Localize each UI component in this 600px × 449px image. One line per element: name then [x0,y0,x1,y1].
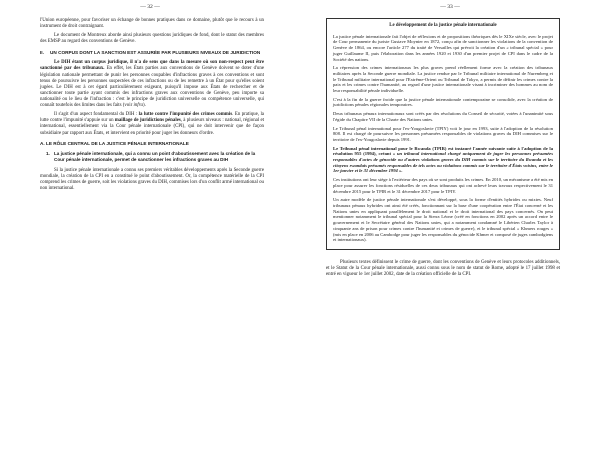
italic-text: un tribunal international chargé uniquement de juger les personnes présumées responsables d'actes de génocide ou d'autres violations graves du DIH commis sur le territoire du Rwanda et les citoyens rwandais présumés responsables de tels actes ou violations commis sur le territoire d'États voisins, entre le 1er janvier et le 31 décembre 1994 [333,151,553,174]
box-paragraph: Ces institutions ont leur siège à l'extérieur des pays où se sont produits les crimes. En 2010, un mécanisme a été mis en place pour assurer les fonctions résiduelles de ces deux tribunaux qui ont achevé leurs travaux respectivement le 31 décembre 2015 pour le TPIR et le 31 décembre 2017 pour le TPIY. [333,177,553,194]
info-box [326,18,560,250]
section-number: II. [40,49,44,55]
box-title: Le développement de la justice pénale internationale [389,23,497,28]
item-title: La justice pénale internationale, qui a connu un point d'aboutissement avec la création de la Cour pénale internationale, permet de sanctionner les infractions graves au DIH [54,151,256,163]
italic-text: infra [133,103,143,109]
box-paragraph: La répression des crimes internationaux les plus graves prend réellement forme avec la création des tribunaux militaires après la Seconde guerre mondiale. La justice rendue par le Tribunal militaire international de Nuremberg et le Tribunal militaire international pour l'Extrême-Orient ou Tribunal de Tokyo, a permis de définir les crimes contre la paix et les crimes contre l'humanité, au regard d'une justice internationale visant à incriminer des hommes au nom de leur responsabilité pénale individuelle. [333,65,553,94]
box-paragraph: Deux tribunaux pénaux internationaux sont créés par des résolutions du Conseil de sécurité, votées à l'unanimité sous l'égide du Chapitre VII de la Charte des Nations unies. [333,111,553,122]
box-paragraph: Un autre modèle de justice pénale internationale s'est développé, sous la forme d'entités hybrides ou mixtes. Neuf tribunaux pénaux hybrides ont ainsi été créés, fonctionnant sur la base d'une coopération entre l'État concerné et les Nations unies en appliquant parallèlement le droit national et le droit international des pays concernés. On peut mentionner notamment le tribunal spécial pour la Sierra Léone (créé en fonctions en 2002 après un accord entre le gouvernement et le Secrétaire général des Nations unies, qui a notamment condamné le Libérien Charles Taylor à cinquante ans de prison pour crimes contre l'humanité et crimes de guerre), et le tribunal spécial « Khmers rouges » (mis en place en 2006 au Cambodge pour juger les responsables du génocide Khmer et composé de juges cambodgiens et internationaux). [333,197,553,243]
page-number: — 32 — [140,4,160,10]
bold-text: maillage de juridictions pénales [114,118,181,124]
item-heading [46,151,264,163]
box-paragraph: Le Tribunal pénal international pour le Rwanda (TPIR) est instauré l'année suivante suite à l'adoption de la résolution 955 (1994), créant « un tribunal international chargé uniquement de juger les personnes présumées responsables d'actes de génocide ou d'autres violations graves du DIH commis sur le territoire du Rwanda et les citoyens rwandais présumés responsables de tels actes ou violations commis sur le territoire d'États voisins, entre le 1er janvier et le 31 décembre 1994 ». [333,145,553,174]
left-column [40,18,264,195]
paragraph: Le document de Montreux aborde ainsi plusieurs questions juridiques de fond, dont le statut des membres des EMSP au regard des conventions de Genève. [40,33,264,45]
box-paragraph: Le Tribunal pénal international pour l'ex-Yougoslavie (TPIY) voit le jour en 1993, suite à l'adoption de la résolution 808. Il est chargé de poursuivre les personnes présumées responsables de violations graves du DIH commises sur le territoire de l'ex-Yougoslavie depuis 1991. [333,125,553,142]
section-heading [40,50,264,56]
page-number: — 33 — [440,4,460,10]
paragraph: l'Union européenne, pour favoriser un échange de bonnes pratiques dans ce domaine, plutôt que le recours à un instrument de droit contraignant. [40,18,264,30]
right-page [300,0,600,449]
paragraph: Le DIH étant un corpus juridique, il n'a de sens que dans la mesure où son non-respect peut être sanctionné par des tribunaux. En effet, les États parties aux conventions de Genève doivent se doter d'une législation nationale permettant de punir les personnes coupables d'infractions graves à ces conventions et sont tenus de poursuivre les personnes suspectées de ces infractions ou de les remettre à un État pour qu'elles soient jugées. Le DIH est à cet égard particulièrement exigeant, puisqu'il impose aux États de rechercher et de sanctionner toute partie ayant commis des infractions graves aux conventions de Genève, peu importe sa nationalité ou le lieu de l'infraction : c'est le principe de juridiction universelle ou compétence universelle, qui connaît toutefois des limites dans les faits (voir infra). [40,60,264,109]
box-paragraph: C'est à la fin de la guerre froide que la justice pénale internationale contemporaine se consolide, avec la création de juridictions pénales régionales temporaires. [333,96,553,108]
paragraph: Plusieurs textes définissent le crime de guerre, dont les conventions de Genève et leurs protocoles additionnels, et le Statut de la Cour pénale internationale, aussi connu sous le nom de statut de Rome, adopté le 17 juillet 1998 et entré en vigueur le 1er juillet 2002, date de la création officielle de la CPI. [326,259,560,278]
bold-text: la lutte contre l'impunité des crimes commis [138,112,233,118]
bold-text: Le DIH étant un corpus juridique, il n'a de sens que dans la mesure où son non-respect peut être sanctionné par des tribunaux. [40,60,264,72]
item-number: 1. [46,151,50,157]
right-column [326,18,560,281]
box-paragraph: La justice pénale internationale fait l'objet de réflexions et de propositions théoriques dès le XIXe siècle, avec le projet de Cour permanente du juriste Gustave Moynier en 1872, conçu afin de sanctionner les violations de la convention de Genève de 1864, ou encore l'article 277 du traité de Versailles qui prévoit la création d'un « tribunal spécial » pour juger Guillaume II, puis l'élaboration dans les années 1920 et 1930 d'un premier projet de CPI dans le cadre de la Société des nations. [333,33,553,62]
section-title: UN CORPUS DONT LA SANCTION EST ASSURÉE PAR PLUSIEURS NIVEAUX DE JURIDICTION [50,49,261,55]
subsection-heading: A. LE RÔLE CENTRAL DE LA JUSTICE PÉNALE INTERNATIONALE [40,140,189,146]
paragraph: Il s'agit d'un aspect fondamental du DIH : la lutte contre l'impunité des crimes commis. En pratique, la lutte contre l'impunité s'appuie sur un maillage de juridictions pénales, à plusieurs niveaux : national, régional et international, essentiellement via la Cour pénale internationale (CPI), qui ne doit intervenir que de façon subsidiaire par rapport aux États, et intervient en priorité pour juger les donneurs d'ordre. [40,112,265,136]
paragraph: Si la justice pénale internationale a connu ses premiers véritables développements après la Seconde guerre mondiale, la création de la CPI en a constitué le point d'aboutissement. Or, la compétence matérielle de la CPI comprend les crimes de guerre, soit les violations graves du DIH, commises lors d'un conflit armé international ou non international. [40,167,264,191]
